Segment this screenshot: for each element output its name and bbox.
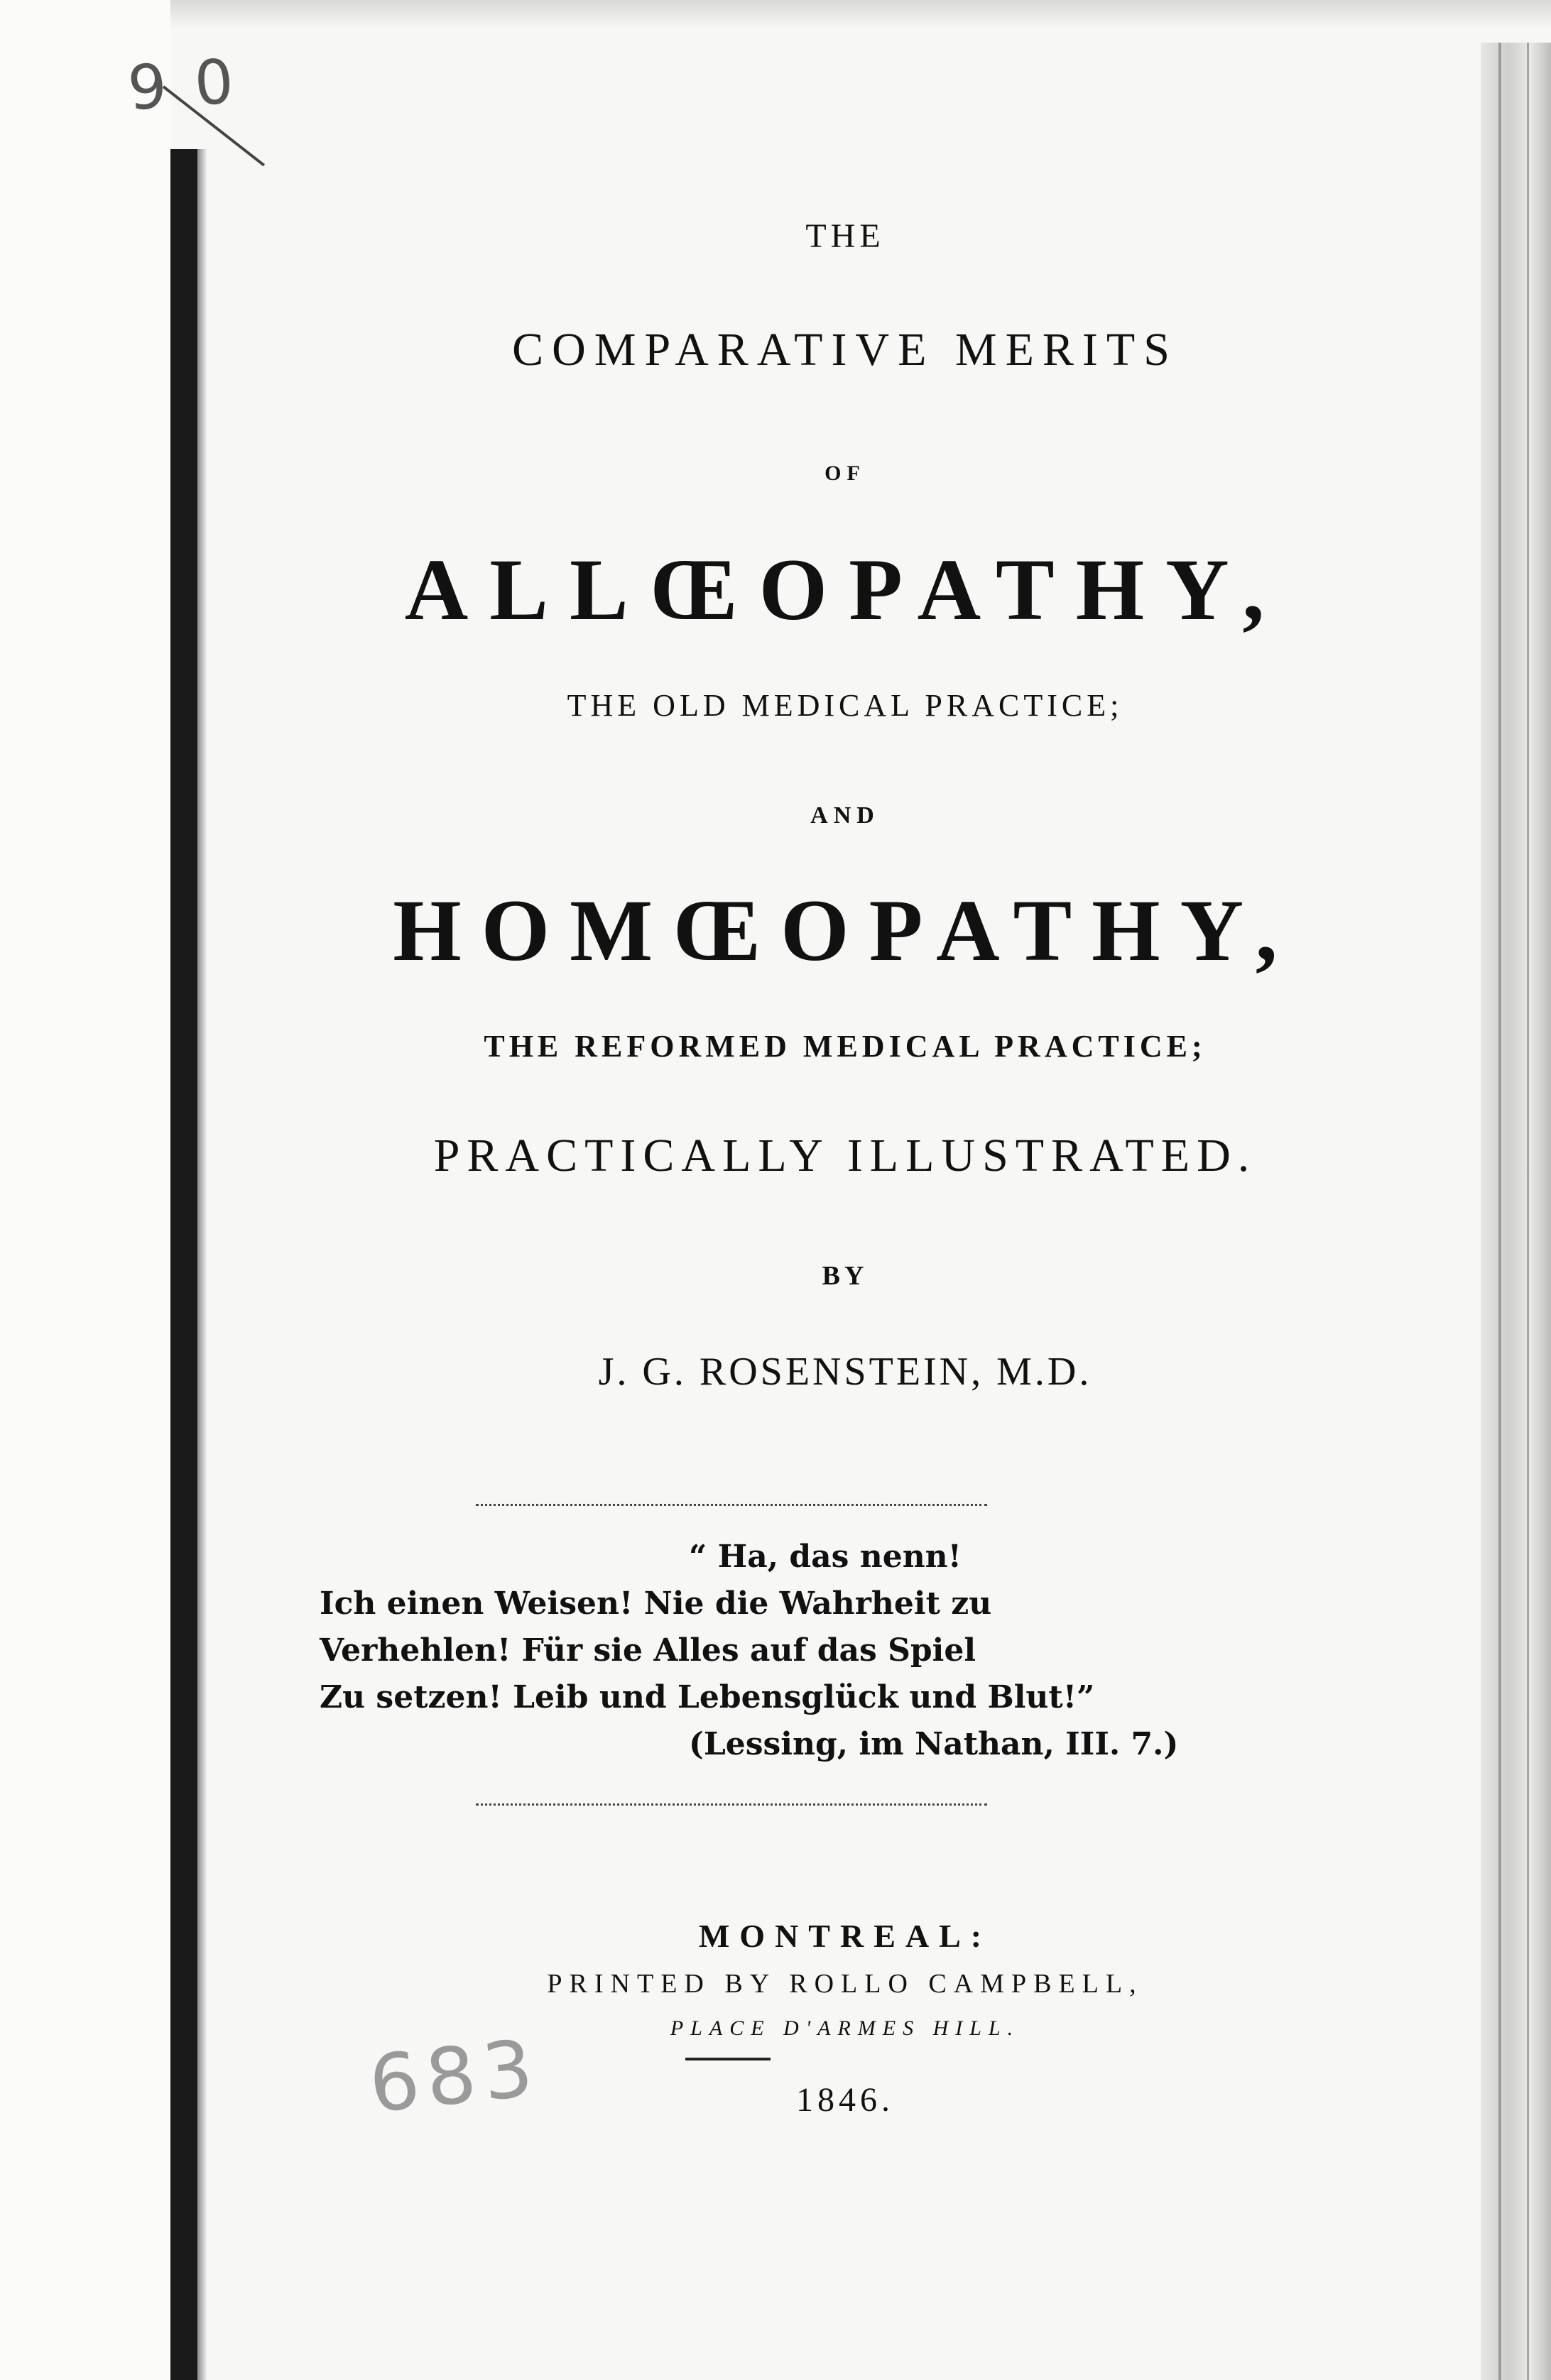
imprint-city: MONTREAL: bbox=[698, 1918, 992, 1954]
binding-spine-shadow bbox=[170, 149, 197, 2380]
title-practically-illustrated: PRACTICALLY ILLUSTRATED. bbox=[433, 1130, 1257, 1181]
epigraph-attribution: (Lessing, im Nathan, III. 7.) bbox=[689, 1726, 1179, 1762]
ornamental-rule bbox=[476, 1803, 987, 1813]
epigraph-line: “ Ha, das nenn! bbox=[689, 1539, 962, 1575]
title-alloeopathy: ALLŒOPATHY, bbox=[404, 541, 1286, 638]
title-the: THE bbox=[805, 217, 885, 255]
spine-gradient bbox=[197, 149, 207, 2380]
epigraph-line: Ich einen Weisen! Nie die Wahrheit zu bbox=[320, 1585, 992, 1622]
page-edge-line bbox=[1527, 43, 1529, 2380]
subtitle-reformed-practice: THE REFORMED MEDICAL PRACTICE; bbox=[484, 1029, 1207, 1064]
title-homoeopathy: HOMŒOPATHY, bbox=[393, 882, 1297, 979]
title-of: OF bbox=[825, 462, 866, 485]
author-name: J. G. ROSENSTEIN, M.D. bbox=[598, 1350, 1092, 1394]
imprint-printer: PRINTED BY ROLLO CAMPBELL, bbox=[547, 1969, 1143, 1999]
subtitle-old-practice: THE OLD MEDICAL PRACTICE; bbox=[567, 688, 1123, 723]
ornamental-rule bbox=[476, 1504, 987, 1513]
byline-by: BY bbox=[822, 1261, 869, 1291]
imprint-place: PLACE D'ARMES HILL. bbox=[670, 2016, 1021, 2040]
left-page-margin bbox=[0, 0, 170, 2380]
handwritten-corner-mark: 9 0 bbox=[125, 45, 241, 125]
epigraph-line: Verhehlen! Für sie Alles auf das Spiel bbox=[320, 1632, 976, 1669]
short-rule bbox=[685, 2058, 771, 2060]
imprint-year: 1846. bbox=[796, 2081, 894, 2119]
epigraph-line: Zu setzen! Leib und Lebensglück und Blut!” bbox=[320, 1679, 1095, 1715]
pencil-annotation: 683 bbox=[364, 2021, 545, 2131]
title-comparative-merits: COMPARATIVE MERITS bbox=[512, 324, 1178, 376]
page-top-edge bbox=[0, 0, 1551, 28]
epigraph bbox=[320, 1534, 1243, 1768]
title-and: AND bbox=[810, 802, 880, 829]
page-edge-line bbox=[1498, 43, 1501, 2380]
page-stack-edge bbox=[1481, 43, 1551, 2380]
